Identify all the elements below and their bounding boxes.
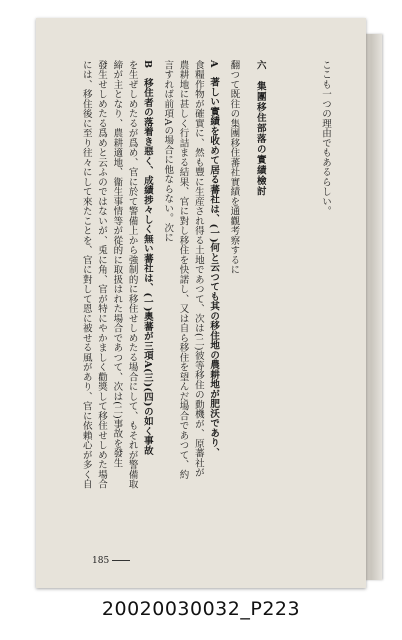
text-line: ここも一つの理由でもあるらしい。: [320, 60, 331, 216]
section-heading: 六 集團移住部落の實績檢討: [254, 60, 266, 197]
text-line: を生ぜしめたるが爲め、官に於て警備上から強制的に移住せしめたる場合にして、もそれが警備取: [126, 60, 138, 489]
image-caption: 20020030032_P223: [101, 598, 301, 620]
blank-line: [308, 60, 318, 530]
text-line: A 著しい實績を收めて居る蕃社は、(一)何と云つても其の移住地の農耕地が肥沃であり、: [208, 60, 220, 458]
text-line: には、移住後に至り往々にして來たことを、官に對して恩に被せる風があり、官に依賴心が多く自: [80, 60, 92, 489]
book-page: [36, 18, 366, 588]
page-text-block: [80, 60, 344, 530]
text-line: B 移住者の落着き惡く、成績捗々しく無い蕃社は、(一)奧蕃が三項A(三)(四)の如く事故: [141, 60, 153, 456]
text-line: 食糧作物が確實に、然も豐に生産され得る土地であつて、次は(二)彼等移住の動機が、原蕃社が: [192, 60, 204, 478]
page-number: [92, 556, 130, 566]
text-line: 締が主となり、農耕適地、衞生事情等が從的に取扱はれた場合であつて、次は(二)事故を發生: [111, 60, 123, 468]
text-line: 翻つて既往の集團移住蕃社實績を通觀考察するに: [228, 60, 240, 275]
text-line: 言すれば前項Aの場合に他ならない。次に: [162, 60, 174, 243]
text-line: 農耕地に甚しく行詰まる結果、官に對し移住を快諾し、又は自ら移住を望んだ場合であつて、約: [177, 60, 189, 480]
page-number-text: 185: [92, 556, 110, 566]
page-number-dash: [112, 560, 130, 561]
text-line: 發生せしめたる爲めと云ふのではないが、兎に角、官が特にやかましく勸獎して移住せしめた場合: [96, 60, 108, 489]
